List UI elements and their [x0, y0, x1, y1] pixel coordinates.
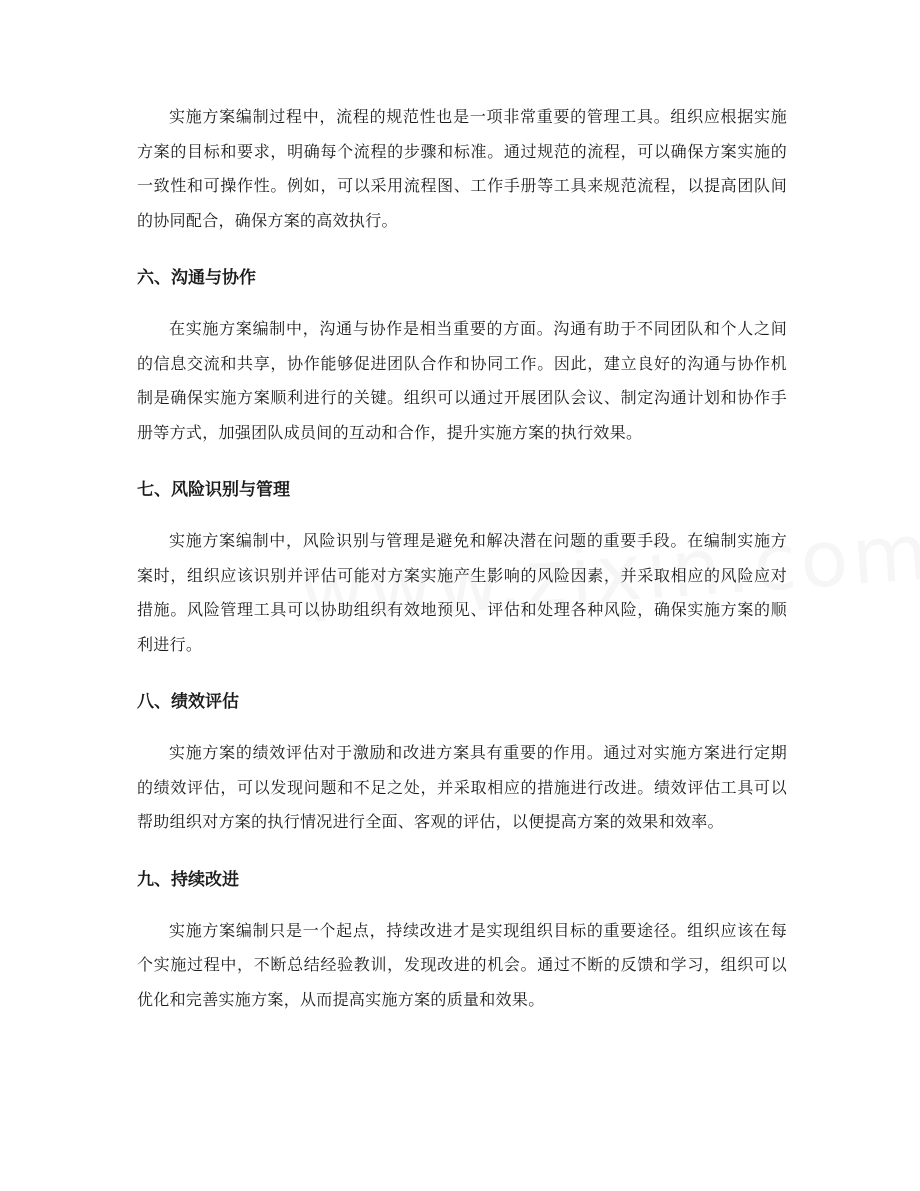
section-paragraph-7: 实施方案编制中，风险识别与管理是避免和解决潜在问题的重要手段。在编制实施方案时，组织应该识别并评估可能对方案实施产生影响的风险因素，并采取相应的风险应对措施。风险管理工具可以协助组织有效地预见、评估和处理各种风险，确保实施方案的顺利进行。	[137, 531, 787, 654]
section-heading-7: 七、风险识别与管理	[137, 480, 290, 500]
document-body	[137, 100, 787, 1017]
section-heading-9: 九、持续改进	[137, 869, 239, 890]
section-paragraph-6: 在实施方案编制中，沟通与协作是相当重要的方面。沟通有助于不同团队和个人之间的信息交流和共享，协作能够促进团队合作和协同工作。因此，建立良好的沟通与协作机制是确保实施方案顺利进行的关键。组织可以通过开展团队会议、制定沟通计划和协作手册等方式，加强团队成员间的互动和合作，提升实施方案的执行效果。	[137, 319, 787, 442]
section-heading-6: 六、沟通与协作	[137, 268, 256, 288]
section-paragraph-8: 实施方案的绩效评估对于激励和改进方案具有重要的作用。通过对实施方案进行定期的绩效评估，可以发现问题和不足之处，并采取相应的措施进行改进。绩效评估工具可以帮助组织对方案的执行情况进行全面、客观的评估，以便提高方案的效果和效率。	[137, 743, 787, 831]
intro-paragraph: 实施方案编制过程中，流程的规范性也是一项非常重要的管理工具。组织应根据实施方案的目标和要求，明确每个流程的步骤和标准。通过规范的流程，可以确保方案实施的一致性和可操作性。例如，可以采用流程图、工作手册等工具来规范流程，以提高团队间的协同配合，确保方案的高效执行。	[137, 107, 787, 230]
section-heading-8: 八、绩效评估	[137, 692, 239, 712]
section-paragraph-9: 实施方案编制只是一个起点，持续改进才是实现组织目标的重要途径。组织应该在每个实施过程中，不断总结经验教训，发现改进的机会。通过不断的反馈和学习，组织可以优化和完善实施方案，从而提高实施方案的质量和效果。	[137, 920, 787, 1009]
